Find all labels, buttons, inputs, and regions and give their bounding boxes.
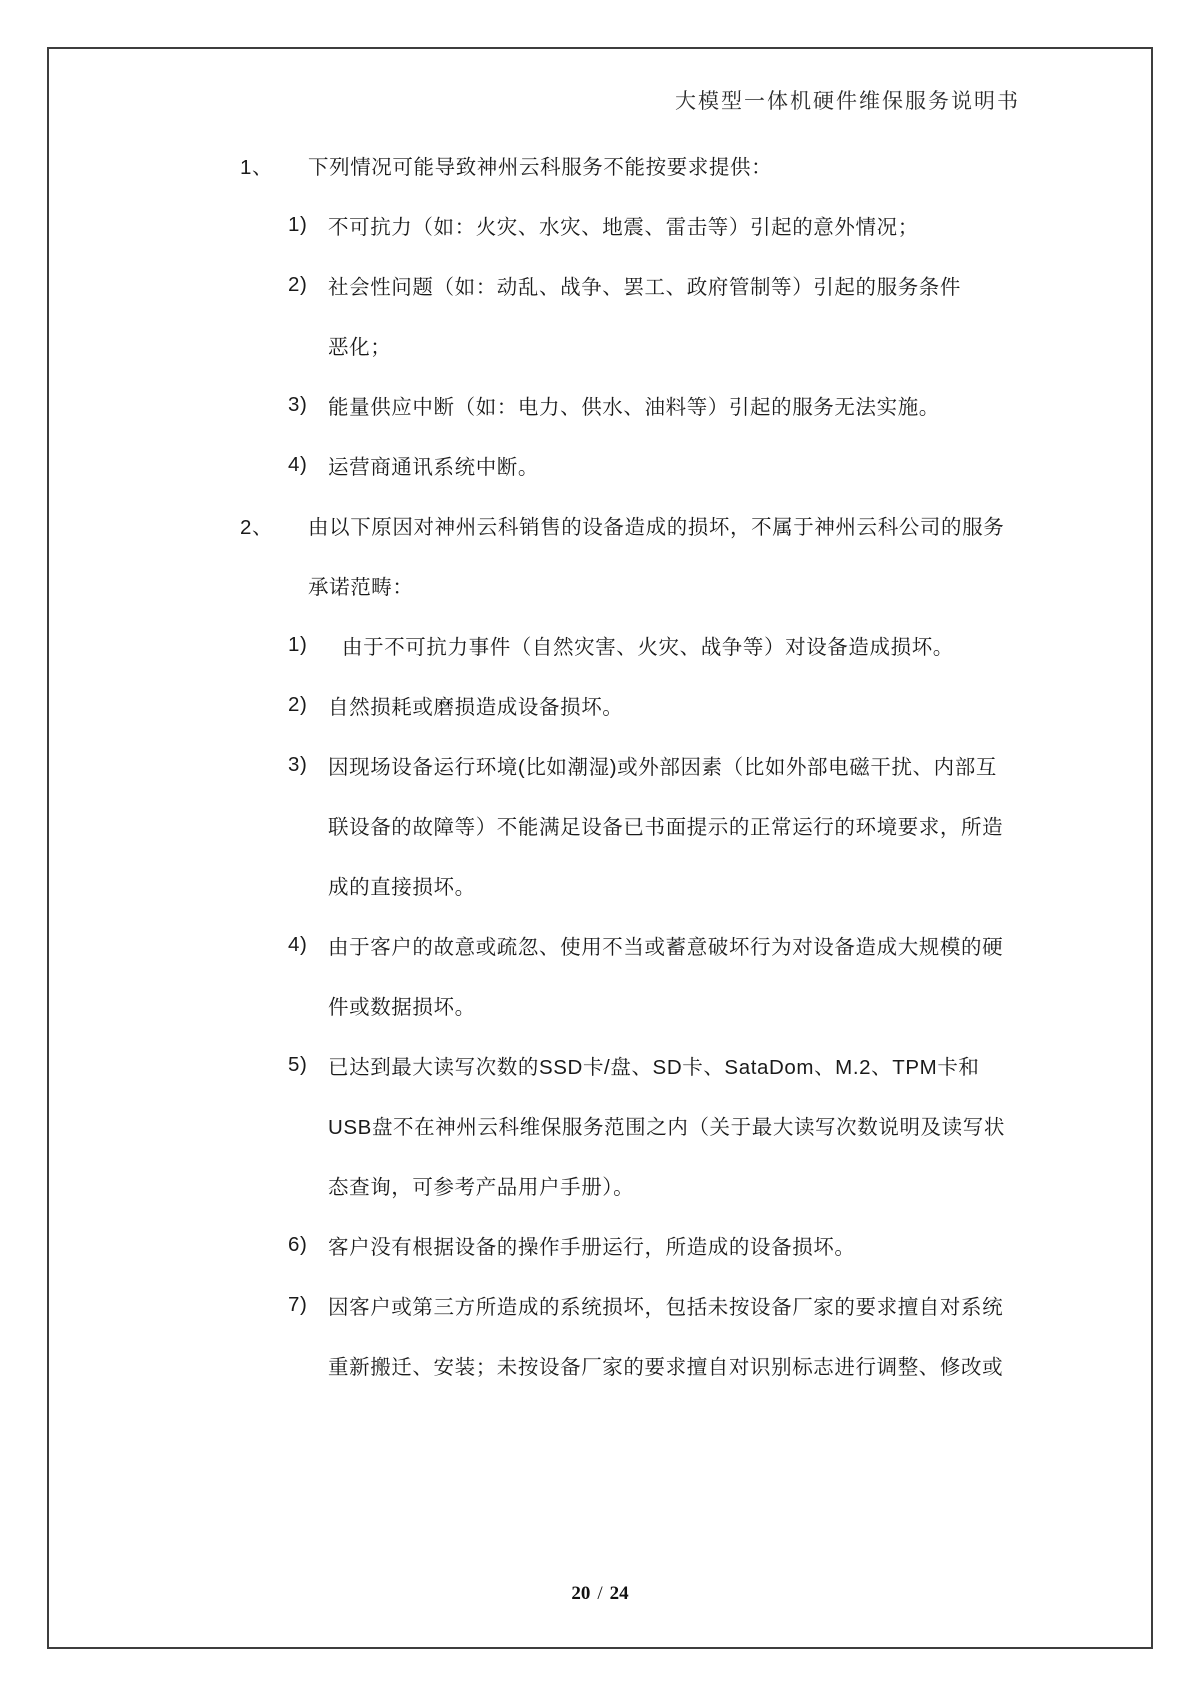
page-number-separator: /: [597, 1583, 603, 1604]
line-text: 客户没有根据设备的操作手册运行，所造成的设备损坏。: [328, 1236, 856, 1259]
text-line: [0, 615, 1200, 675]
text-line: [0, 1275, 1200, 1335]
list-number: 1、: [240, 156, 274, 179]
text-line: [0, 855, 1200, 915]
line-text: USB盘不在神州云科维保服务范围之内（关于最大读写次数说明及读写状: [328, 1116, 1005, 1139]
page-number-current: 20: [571, 1583, 591, 1604]
list-number: 5): [288, 1053, 308, 1076]
text-line: [0, 195, 1200, 255]
page-number-total: 24: [609, 1583, 629, 1604]
text-line: [0, 495, 1200, 555]
line-text: 件或数据损坏。: [328, 996, 476, 1019]
list-number: 1): [288, 213, 308, 236]
text-line: [0, 255, 1200, 315]
line-text: 能量供应中断（如：电力、供水、油料等）引起的服务无法实施。: [328, 396, 940, 419]
text-line: [0, 915, 1200, 975]
text-line: [0, 1035, 1200, 1095]
line-text: 重新搬迁、安装；未按设备厂家的要求擅自对识别标志进行调整、修改或: [328, 1356, 1004, 1379]
line-text: 运营商通讯系统中断。: [328, 456, 539, 479]
line-text: 态查询，可参考产品用户手册）。: [328, 1176, 635, 1199]
line-text: 已达到最大读写次数的SSD卡/盘、SD卡、SataDom、M.2、TPM卡和: [328, 1056, 980, 1079]
line-text: 因现场设备运行环境(比如潮湿)或外部因素（比如外部电磁干扰、内部互: [328, 756, 997, 779]
list-number: 2): [288, 693, 308, 716]
line-text: 不可抗力（如：火灾、水灾、地震、雷击等）引起的意外情况；: [328, 216, 919, 239]
list-number: 4): [288, 933, 308, 956]
line-text: 下列情况可能导致神州云科服务不能按要求提供：: [308, 156, 773, 179]
text-line: [0, 135, 1200, 195]
text-line: [0, 675, 1200, 735]
list-number: 2、: [240, 516, 274, 539]
text-line: [0, 1335, 1200, 1395]
document-header-title: 大模型一体机硬件维保服务说明书: [675, 89, 1020, 113]
line-text: 由于客户的故意或疏忽、使用不当或蓄意破坏行为对设备造成大规模的硬: [328, 936, 1004, 959]
text-line: [0, 375, 1200, 435]
list-number: 3): [288, 393, 308, 416]
list-number: 1): [288, 633, 308, 656]
line-text: 由于不可抗力事件（自然灾害、火灾、战争等）对设备造成损坏。: [342, 636, 954, 659]
line-text: 联设备的故障等）不能满足设备已书面提示的正常运行的环境要求，所造: [328, 816, 1004, 839]
text-line: [0, 555, 1200, 615]
list-number: 3): [288, 753, 308, 776]
document-lines: [0, 135, 1200, 1395]
text-line: [0, 735, 1200, 795]
text-line: [0, 795, 1200, 855]
text-line: [0, 1215, 1200, 1275]
list-number: 4): [288, 453, 308, 476]
line-text: 由以下原因对神州云科销售的设备造成的损坏，不属于神州云科公司的服务: [308, 516, 1005, 539]
list-number: 2): [288, 273, 308, 296]
text-line: [0, 975, 1200, 1035]
line-text: 因客户或第三方所造成的系统损坏，包括未按设备厂家的要求擅自对系统: [328, 1296, 1004, 1319]
text-line: [0, 435, 1200, 495]
line-text: 恶化；: [328, 336, 392, 359]
list-number: 6): [288, 1233, 308, 1256]
text-line: [0, 1095, 1200, 1155]
line-text: 自然损耗或磨损造成设备损坏。: [328, 696, 624, 719]
text-line: [0, 1155, 1200, 1215]
line-text: 成的直接损坏。: [328, 876, 476, 899]
line-text: 承诺范畴：: [308, 576, 414, 599]
page-number: [0, 1583, 1200, 1605]
list-number: 7): [288, 1293, 308, 1316]
text-line: [0, 315, 1200, 375]
line-text: 社会性问题（如：动乱、战争、罢工、政府管制等）引起的服务条件: [328, 276, 961, 299]
